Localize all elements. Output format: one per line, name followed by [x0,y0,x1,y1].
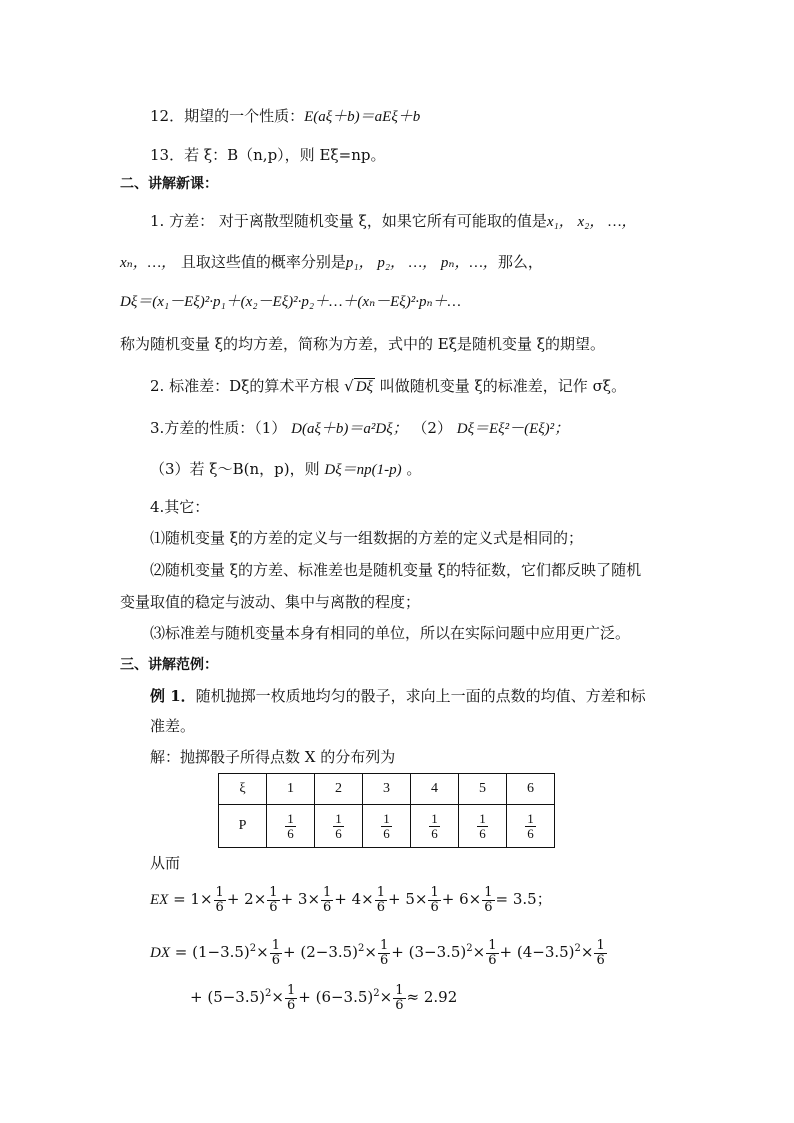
table-header-p: P [219,805,267,848]
example-1-label: 例 1． [150,687,196,705]
prop-label: 3.方差的性质：（1） [150,419,287,437]
table-cell: $\frac{1}{6}$ [315,805,363,848]
prop-formula-1: D(aξ＋b)＝a²Dξ； [291,421,408,437]
other-item-2-cont: 变量取值的稳定与波动、集中与离散的程度； [120,593,421,611]
table-cell: $\frac{1}{6}$ [459,805,507,848]
variance-p-values: p₁， p₂， …， pₙ，…， [345,255,498,271]
table-row [219,805,555,848]
ex-result: 3.5； [512,890,552,908]
sqrt-content: Dξ [355,379,373,395]
prop3-text: （3）若 ξ～B(n，p)，则 [150,460,320,478]
table-cell: $\frac{1}{6}$ [507,805,555,848]
table-cell: 3 [363,774,411,805]
dx-formula-line1: DX = $(1-3.5)^2\times$ $\frac{1}{6}$ + $(2-3.5)^2\times$ $\frac{1}{6}$ + $(3-3.5)^2\times$ $\frac{1}{6}$ + $(4-3.5)^2\times$ $\frac{1}{6}$ [150,937,605,968]
variance-def-text: 1. 方差： 对于离散型随机变量 ξ，如果它所有可能取的值是 [150,212,547,230]
section-heading-2: 二、讲解新课： [120,176,218,192]
prop-formula-2: Dξ＝Eξ²－(Eξ)²； [456,421,570,437]
property-12-text: 12．期望的一个性质： [150,107,305,125]
table-cell: 4 [411,774,459,805]
dx-result: ≈ 2.92 [406,988,458,1006]
ex-formula: EX = 1× $\frac{1}{6}$ + 2× $\frac{1}{6}$ + 3× $\frac{1}{6}$ + 4× $\frac{1}{6}$ + 5× $\frac{1}{6}$ + 6× $\frac{1}{6}$ = 3.5； [150,884,552,915]
std-definition [150,376,626,396]
variance-x-values: x₁， x₂， …， [546,214,637,230]
dx-formula-line2: + $(5-3.5)^2\times$ $\frac{1}{6}$ + $(6-3.5)^2\times$ $\frac{1}{6}$ ≈ 2.92 [190,982,458,1013]
prop-label-2: （2） [412,419,452,437]
property-12-formula: E(aξ＋b)＝aEξ＋b [304,109,421,125]
variance-def-line2 [120,252,543,273]
variance-then: 那么， [497,253,543,271]
prop3-formula: Dξ＝np(1-p) [324,462,402,478]
property-13: 13．若 ξ：B（n,p），则 Eξ=np。 [150,146,386,164]
table-cell: 1 [267,774,315,805]
variance-prob-text: 且取这些值的概率分别是 [180,253,346,271]
table-cell: 6 [507,774,555,805]
other-item-2: ⑵随机变量 ξ的方差、标准差也是随机变量 ξ的特征数，它们都反映了随机 [150,561,642,579]
property-12 [150,106,420,127]
example-1-text: 随机抛掷一枚质地均匀的骰子，求向上一面的点数的均值、方差和标 [195,687,646,705]
table-cell: $\frac{1}{6}$ [267,805,315,848]
variance-def-line1 [150,211,636,232]
table-cell: $\frac{1}{6}$ [363,805,411,848]
sqrt-symbol: √ [344,377,354,395]
table-cell: $\frac{1}{6}$ [411,805,459,848]
variance-property-3 [150,459,421,480]
table-header-xi: ξ [219,774,267,805]
distribution-table [218,773,555,848]
other-item-3: ⑶标准差与随机变量本身有相同的单位，所以在实际问题中应用更广泛。 [150,624,631,642]
other-heading: 4.其它： [150,498,210,516]
variance-definition-note: 称为随机变量 ξ的均方差，简称为方差，式中的 Eξ是随机变量 ξ的期望。 [120,335,606,353]
variance-xn: xₙ，…， [120,255,177,271]
other-item-1: ⑴随机变量 ξ的方差的定义与一组数据的方差的定义式是相同的； [150,529,584,547]
table-row [219,774,555,805]
std-tail: 叫做随机变量 ξ的标准差，记作 σξ。 [379,377,627,395]
section-heading-3: 三、讲解范例： [120,657,218,673]
example-1-cont: 准差。 [150,717,196,735]
variance-formula: Dξ＝(x₁－Eξ)²·p₁＋(x₂－Eξ)²·p₂＋…＋(xₙ－Eξ)²·pₙ＋… [120,294,461,310]
table-cell: 5 [459,774,507,805]
example-1 [150,686,646,706]
std-text: 2. 标准差：Dξ的算术平方根 [150,377,340,395]
solution-intro: 解：抛掷骰子所得点数 X 的分布列为 [150,748,396,766]
variance-properties [150,418,569,439]
hence-text: 从而 [150,854,181,872]
prop3-end: 。 [406,460,422,478]
table-cell: 2 [315,774,363,805]
